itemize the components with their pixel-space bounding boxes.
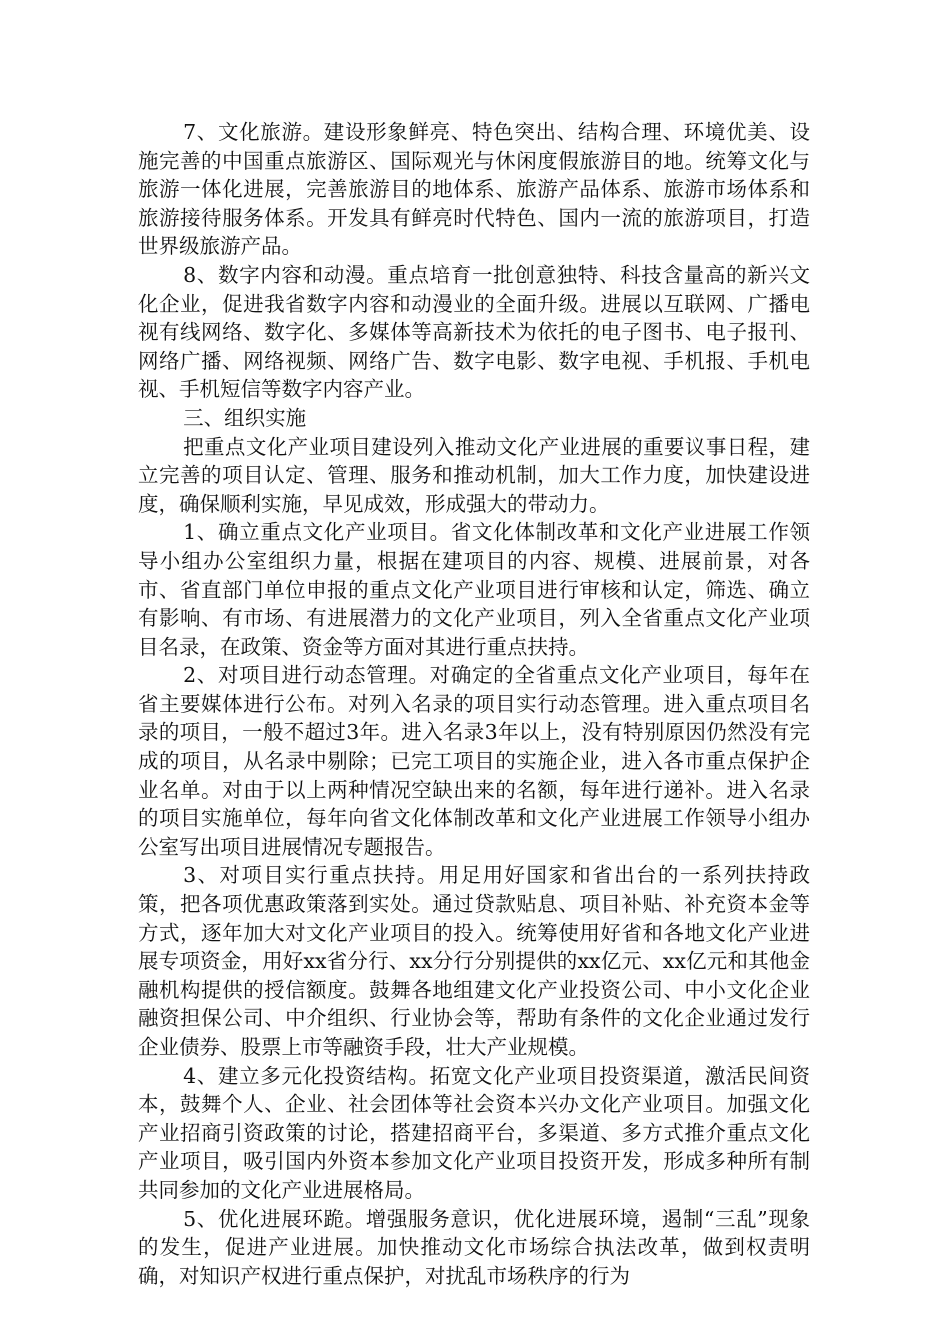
paragraph-item-4: 4、建立多元化投资结构。拓宽文化产业项目投资渠道，激活民间资本，鼓舞个人、企业、社会团体等社会资本兴办文化产业项目。加强文化产业招商引资政策的讨论，搭建招商平台，多渠道、多方式推介重点文化产业项目，吸引国内外资本参加文化产业项目投资开发，形成多种所有制共同参加的文化产业进展格局。 xyxy=(138,1063,810,1202)
paragraph-item-5: 5、优化进展环跪。增强服务意识，优化进展环境，遏制“三乱”现象的发生，促进产业进展。加快推动文化市场综合执法改革，做到权责明确，对知识产权进行重点保护，对扰乱市场秩序的行为 xyxy=(138,1206,810,1288)
paragraph-item-3: 3、对项目实行重点扶持。用足用好国家和省出台的一系列扶持政策，把各项优惠政策落到实处。通过贷款贴息、项目补贴、补充资本金等方式，逐年加大对文化产业项目的投入。统筹使用好省和各地文化产业进展专项资金，用好xx省分行、xx分行分别提供的xx亿元、xx亿元和其他金融机构提供的授信额度。鼓舞各地组建文化产业投资公司、中小文化企业融资担保公司、中介组织、行业协会等，帮助有条件的文化企业通过发行企业债券、股票上市等融资手段，壮大产业规模。 xyxy=(138,863,810,1059)
paragraph-digital-content: 8、数字内容和动漫。重点培育一批创意独特、科技含量高的新兴文化企业，促进我省数字内容和动漫业的全面升级。进展以互联网、广播电视有线网络、数字化、多媒体等高新技术为依托的电子图书、电子报刊、网络广播、网络视频、网络广告、数字电影、数字电视、手机报、手机电视、手机短信等数字内容产业。 xyxy=(138,262,810,402)
paragraph-item-2: 2、对项目进行动态管理。对确定的全省重点文化产业项目，每年在省主要媒体进行公布。对列入名录的项目实行动态管理。进入重点项目名录的项目，一般不超过3年。进入名录3年以上，没有特别原因仍然没有完成的项目，从名录中剔除；已完工项目的实施企业，进入各市重点保护企业名单。对由于以上两种情况空缺出来的名额，每年进行递补。进入名录的项目实施单位，每年向省文化体制改革和文化产业进展工作领导小组办公室写出项目进展情况专题报告。 xyxy=(138,663,810,859)
section-heading-implementation: 三、组织实施 xyxy=(183,405,307,430)
document-body xyxy=(138,118,810,1290)
paragraph-cultural-tourism: 7、文化旅游。建设形象鲜亮、特色突出、结构合理、环境优美、设施完善的中国重点旅游区、国际观光与休闲度假旅游目的地。统筹文化与旅游一体化进展，完善旅游目的地体系、旅游产品体系、旅游市场体系和旅游接待服务体系。开发具有鲜亮时代特色、国内一流的旅游项目，打造世界级旅游产品。 xyxy=(138,120,810,259)
paragraph-implementation-intro: 把重点文化产业项目建设列入推动文化产业进展的重要议事日程，建立完善的项目认定、管理、服务和推动机制，加大工作力度，加快建设进度，确保顺利实施，早见成效，形成强大的带动力。 xyxy=(138,434,810,516)
paragraph-item-1: 1、确立重点文化产业项目。省文化体制改革和文化产业进展工作领导小组办公室组织力量，根据在建项目的内容、规模、进展前景，对各市、省直部门单位申报的重点文化产业项目进行审核和认定，筛选、确立有影响、有市场、有进展潜力的文化产业项目，列入全省重点文化产业项目名录，在政策、资金等方面对其进行重点扶持。 xyxy=(138,520,810,659)
